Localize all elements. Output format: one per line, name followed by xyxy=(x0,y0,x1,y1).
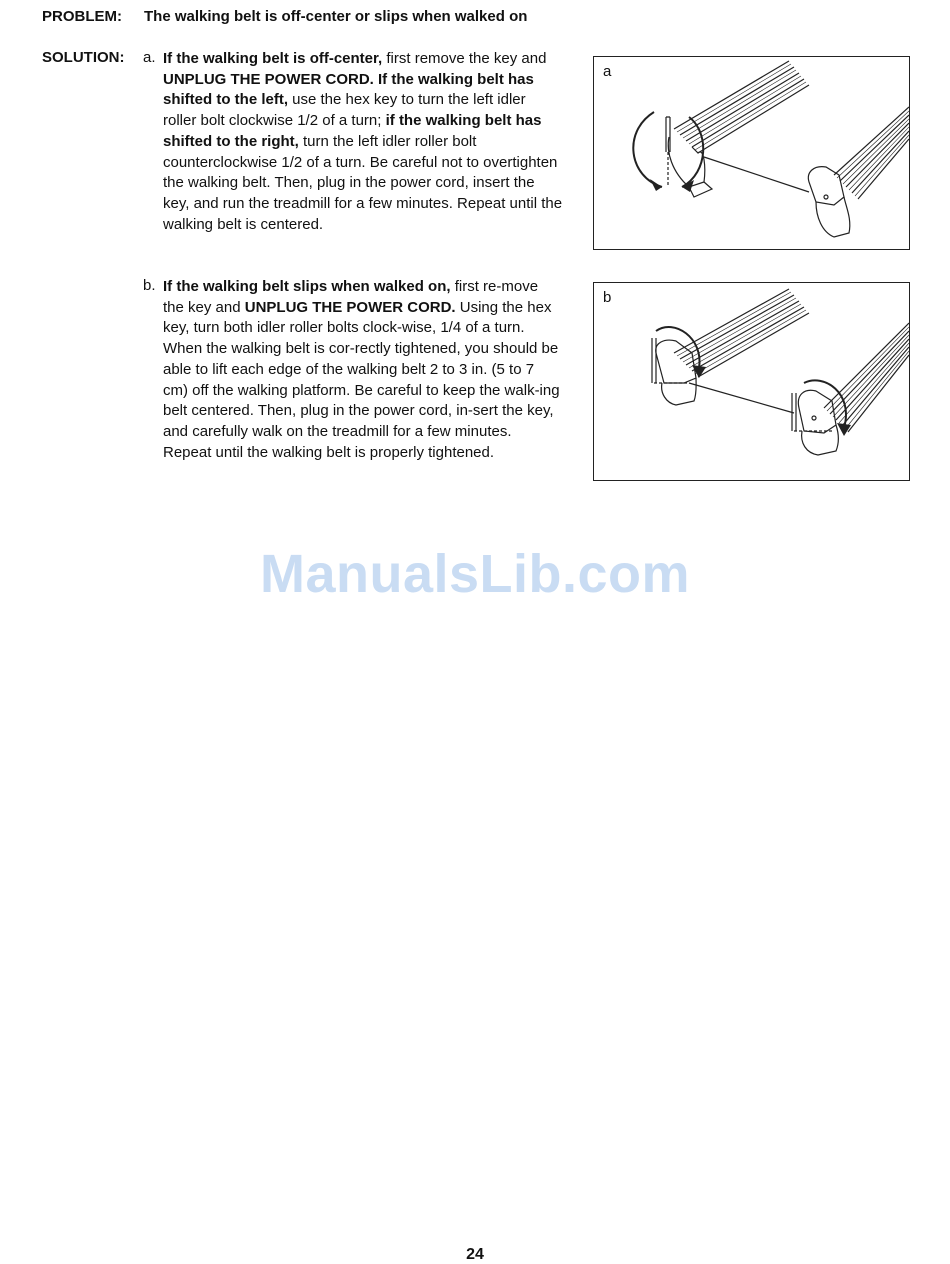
page-number: 24 xyxy=(466,1246,484,1263)
solution-item-letter-b: b. xyxy=(143,277,156,294)
figure-label-a: a xyxy=(603,63,612,80)
bold-text-run: If the walking belt slips when walked on, xyxy=(163,278,451,295)
figure-a xyxy=(593,56,910,250)
solution-label: SOLUTION: xyxy=(42,49,125,66)
figure-label-b: b xyxy=(603,289,612,306)
solution-item-b xyxy=(163,277,563,463)
bold-text-run: if the walking belt has shifted to the right, xyxy=(163,112,542,150)
treadmill-diagram-a xyxy=(594,57,909,249)
text-run: use the hex key to turn the left idler roller bolt clockwise 1/2 of a turn; xyxy=(163,91,526,130)
treadmill-diagram-b xyxy=(594,283,909,480)
text-run: first remove the key and xyxy=(382,50,547,67)
solution-item-letter-a: a. xyxy=(143,49,156,66)
problem-label: PROBLEM: xyxy=(42,8,122,25)
solution-item-a xyxy=(163,49,563,235)
bold-text-run: UNPLUG THE POWER CORD. xyxy=(244,298,456,316)
watermark: ManualsLib.com xyxy=(259,544,691,604)
figure-b xyxy=(593,282,910,481)
problem-heading xyxy=(42,8,527,25)
bold-text-run: If the walking belt is off-center, xyxy=(163,50,383,67)
problem-text: The walking belt is off-center or slips when walked on xyxy=(144,8,528,25)
text-run: first re-move the key and xyxy=(163,278,539,316)
bold-text-run: UNPLUG THE POWER CORD. If the walking belt has shifted to the left, xyxy=(163,70,534,109)
text-run: Using the hex key, turn both idler roller bolts clock-wise, 1/4 of a turn. When the walking belt is cor-rectly tightened, you should be able to lift each edge of the walking belt 2 to 3 in. (5 to 7 cm) off the walking platform. Be careful to keep the walk-ing belt centered. Then, plug in the power cord, in-sert the key, and carefully walk on the treadmill for a few minutes. Repeat until the walking belt is properly tightened. xyxy=(163,298,560,461)
text-run: turn the left idler roller bolt counterclockwise 1/2 of a turn. Be careful not to overtighten the walking belt. Then, plug in the power cord, insert the key, and run the treadmill for a few minutes. Repeat until the walking belt is centered. xyxy=(163,132,563,233)
